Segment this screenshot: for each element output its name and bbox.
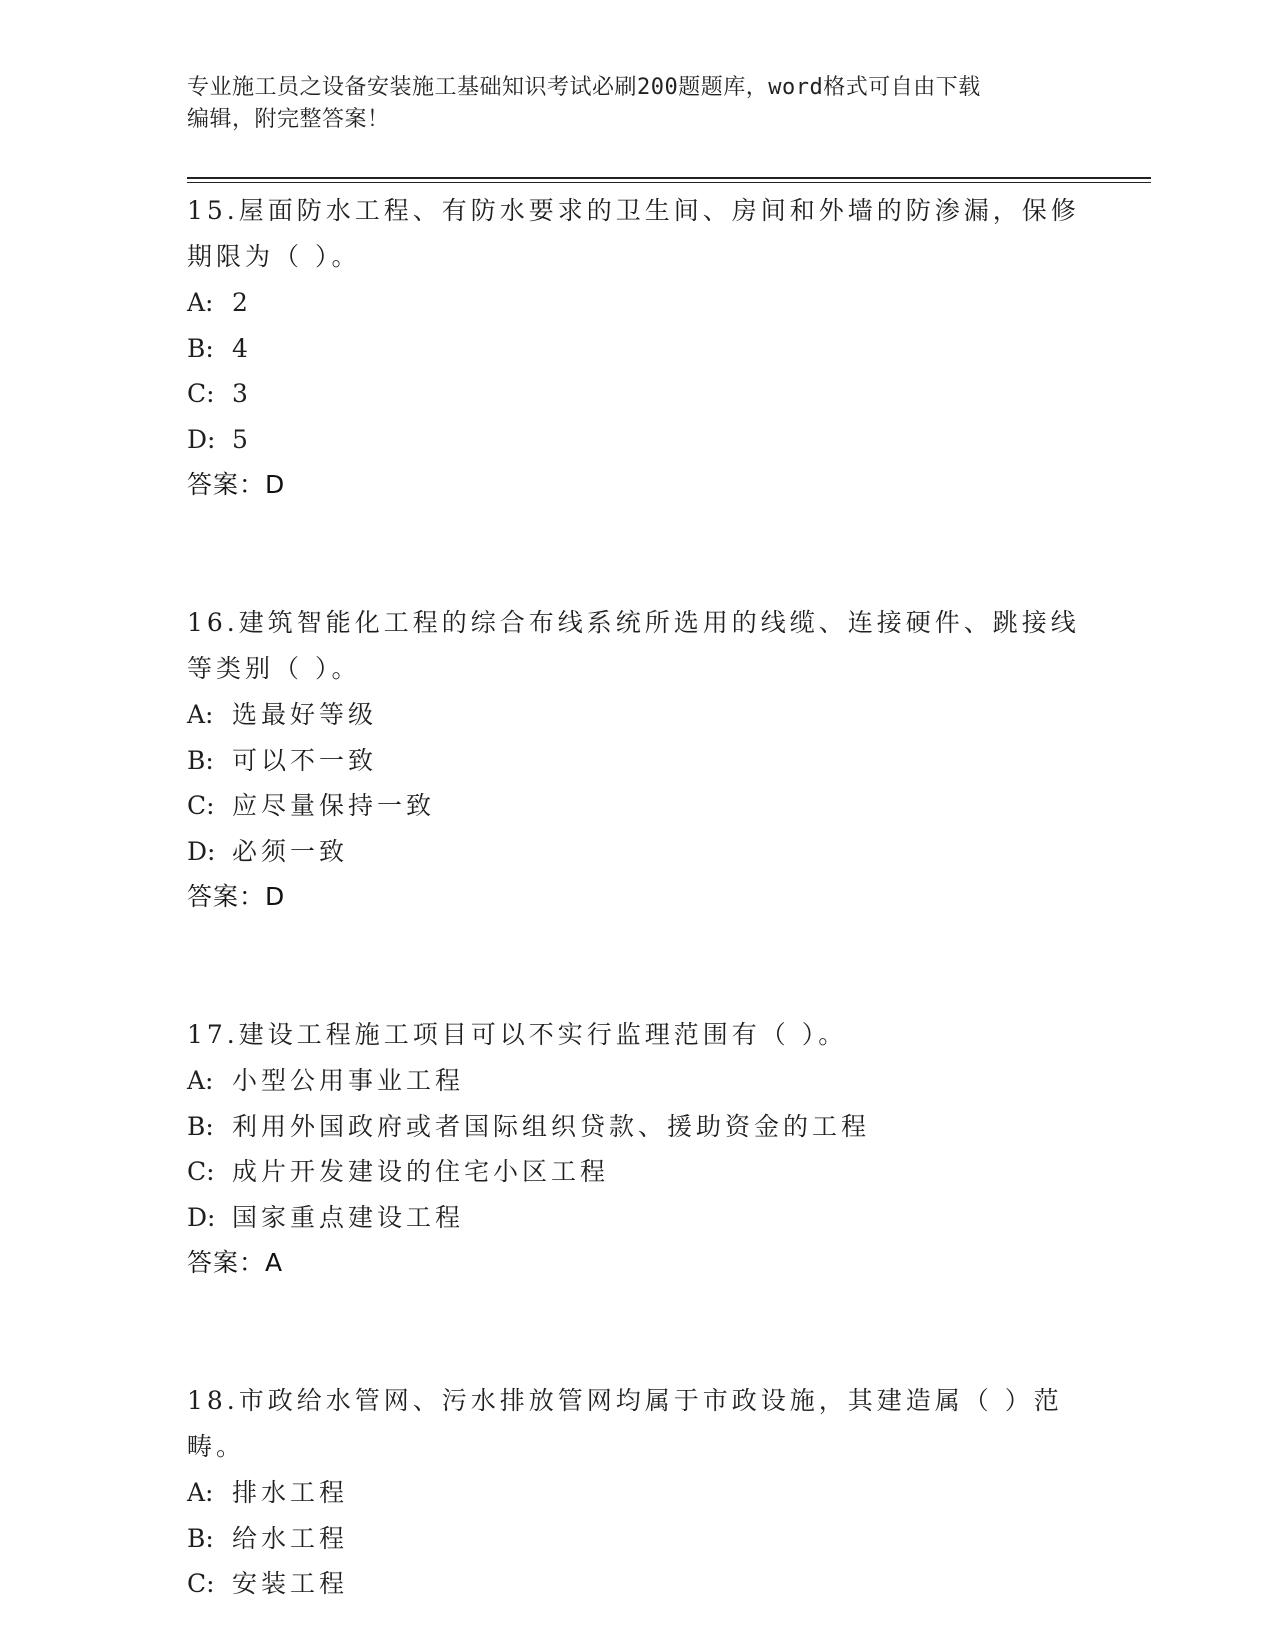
option-b: [187, 1516, 1087, 1562]
spacer: [187, 919, 1087, 1012]
option-c: [187, 1561, 1087, 1607]
option-d: [187, 829, 1087, 875]
option-key: C:: [187, 379, 215, 408]
question-15: [187, 188, 1087, 507]
option-text: 给水工程: [232, 1523, 349, 1553]
option-b: [187, 738, 1087, 784]
option-key: A:: [187, 1478, 214, 1507]
question-17: [187, 1012, 1087, 1285]
option-text: 2: [232, 288, 252, 317]
option-key: B:: [187, 745, 214, 775]
answer-line: 答案：D: [187, 882, 286, 911]
question-stem: 16.建筑智能化工程的综合布线系统所选用的线缆、连接硬件、跳接线: [187, 608, 1080, 637]
option-text: 排水工程: [232, 1478, 349, 1507]
question-stem: 期限为（ ）。: [187, 242, 361, 271]
answer-line: 答案：A: [187, 1248, 284, 1277]
option-key: A:: [187, 288, 214, 317]
option-key: B:: [187, 1523, 214, 1553]
option-key: B:: [187, 1111, 214, 1141]
option-key: C:: [187, 1569, 215, 1598]
option-a: [187, 280, 1087, 326]
question-stem: 17.建设工程施工项目可以不实行监理范围有（ ）。: [187, 1020, 848, 1049]
document-header: [187, 72, 1087, 136]
option-text: 5: [232, 424, 252, 454]
option-text: 利用外国政府或者国际组织贷款、援助资金的工程: [232, 1111, 871, 1141]
option-d: [187, 417, 1087, 463]
question-stem: 等类别（ ）。: [187, 654, 361, 683]
spacer: [187, 507, 1087, 600]
option-a: [187, 1058, 1087, 1104]
question-16: [187, 600, 1087, 919]
option-b: [187, 1104, 1087, 1150]
option-text: 4: [232, 333, 252, 363]
option-c: [187, 371, 1087, 417]
option-key: D:: [187, 424, 216, 454]
answer-line: 答案：D: [187, 470, 286, 499]
option-key: C:: [187, 791, 215, 820]
question-stem: 18.市政给水管网、污水排放管网均属于市政设施，其建造属（ ）范: [187, 1386, 1063, 1415]
option-text: 成片开发建设的住宅小区工程: [232, 1157, 610, 1186]
option-text: 必须一致: [232, 836, 349, 866]
option-b: [187, 326, 1087, 372]
option-c: [187, 1149, 1087, 1195]
option-key: A:: [187, 700, 214, 729]
question-stem: 15.屋面防水工程、有防水要求的卫生间、房间和外墙的防渗漏，保修: [187, 196, 1080, 225]
option-key: A:: [187, 1066, 214, 1095]
option-text: 3: [232, 379, 252, 408]
spacer: [187, 1285, 1087, 1378]
question-18: [187, 1378, 1087, 1607]
question-list: [187, 188, 1087, 1607]
option-text: 安装工程: [232, 1569, 349, 1598]
option-a: [187, 692, 1087, 738]
header-divider-thin: [187, 182, 1151, 183]
option-key: D:: [187, 836, 216, 866]
option-text: 可以不一致: [232, 745, 378, 775]
option-d: [187, 1195, 1087, 1241]
option-text: 选最好等级: [232, 700, 378, 729]
option-text: 小型公用事业工程: [232, 1066, 465, 1095]
option-c: [187, 783, 1087, 829]
option-key: D:: [187, 1202, 216, 1232]
option-a: [187, 1470, 1087, 1516]
header-divider-thick: [187, 177, 1151, 179]
option-text: 国家重点建设工程: [232, 1202, 465, 1232]
question-stem: 畴。: [187, 1432, 246, 1461]
option-key: B:: [187, 333, 214, 363]
header-title-line-1: 专业施工员之设备安装施工基础知识考试必刷200题题库，word格式可自由下载: [187, 75, 981, 100]
option-key: C:: [187, 1157, 215, 1186]
option-text: 应尽量保持一致: [232, 791, 436, 820]
header-title-line-2: 编辑，附完整答案！: [187, 107, 390, 132]
